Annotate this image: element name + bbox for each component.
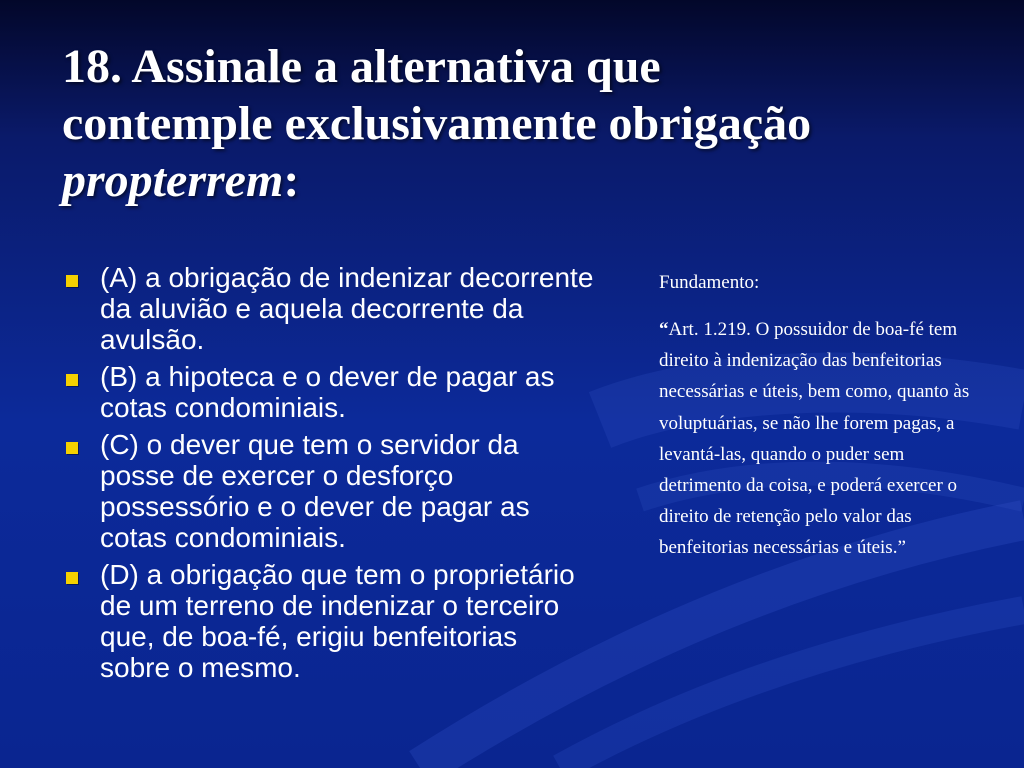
slide-title [62, 38, 1002, 209]
bullet-square-icon [66, 442, 78, 454]
option-a [64, 262, 594, 355]
title-italic-term: propterrem [62, 154, 284, 207]
option-c [64, 429, 594, 553]
fundamento-text [659, 314, 979, 564]
option-d-text: (D) a obrigação que tem o proprietário de um terreno de indenizar o terceiro que, de boa-fé, erigiu benfeitorias sobre o mesmo. [100, 559, 575, 683]
title-line-2: contemple exclusivamente obrigação [62, 97, 812, 150]
option-a-text: (A) a obrigação de indenizar decorrente da aluvião e aquela decorrente da avulsão. [100, 262, 594, 355]
answer-options-list [64, 262, 594, 689]
fundamento-label: Fundamento: [659, 272, 760, 293]
fundamento-box [659, 268, 979, 564]
option-c-text: (C) o dever que tem o servidor da posse de exercer o desforço possessório e o dever de pagar as cotas condominiais. [100, 429, 530, 553]
title-colon: : [283, 154, 300, 207]
option-b-text: (B) a hipoteca e o dever de pagar as cotas condominiais. [100, 361, 555, 423]
option-d [64, 559, 594, 683]
article-text: Art. 1.219. O possuidor de boa-fé tem direito à indenização das benfeitorias necessárias e úteis, bem como, quanto às voluptuárias, se não lhe forem pagas, a levantá-las, quando o puder sem detrimento da coisa, e poderá exercer o direito de retenção pelo valor das benfeitorias necessárias e úteis.” [659, 319, 970, 559]
bullet-square-icon [66, 374, 78, 386]
title-line-1: 18. Assinale a alternativa que [62, 40, 661, 93]
bullet-square-icon [66, 572, 78, 584]
option-b [64, 361, 594, 423]
open-quote: “ [659, 319, 669, 340]
title-line-3 [62, 152, 1002, 209]
bullet-square-icon [66, 275, 78, 287]
